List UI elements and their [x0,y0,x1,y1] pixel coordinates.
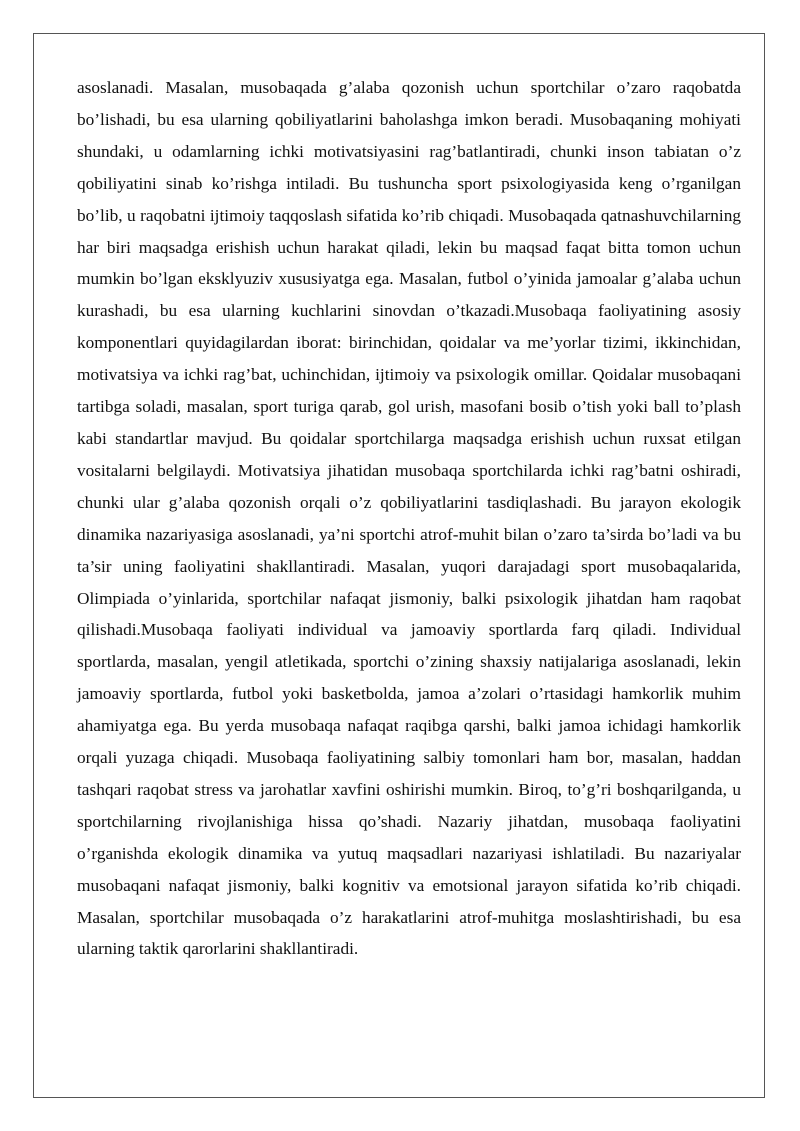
body-paragraph: asoslanadi. Masalan, musobaqada g’alaba qozonish uchun sportchilar o’zaro raqobatda bo’lishadi, bu esa ularning qobiliyatlarini baholashga imkon beradi. Musobaqaning mohiyati shundaki, u odamlarning ichki motivatsiyasini rag’batlantiradi, chunki inson tabiatan o’z qobiliyatini sinab ko’rishga intiladi. Bu tushuncha sport psixologiyasida keng o’rganilgan bo’lib, u raqobatni ijtimoiy taqqoslash sifatida ko’rib chiqadi. Musobaqada qatnashuvchilarning har biri maqsadga erishish uchun harakat qiladi, lekin bu maqsad faqat bitta tomon uchun mumkin bo’lgan eksklyuziv xususiyatga ega. Masalan, futbol o’yinida jamoalar g’alaba uchun kurashadi, bu esa ularning kuchlarini sinovdan o’tkazadi.Musobaqa faoliyatining asosiy komponentlari quyidagilardan iborat: birinchidan, qoidalar va me’yorlar tizimi, ikkinchidan, motivatsiya va ichki rag’bat, uchinchidan, ijtimoiy va psixologik omillar. Qoidalar musobaqani tartibga soladi, masalan, sport turiga qarab, gol urish, masofani bosib o’tish yoki ball to’plash kabi standartlar mavjud. Bu qoidalar sportchilarga maqsadga erishish uchun ruxsat etilgan vositalarni belgilaydi. Motivatsiya jihatidan musobaqa sportchilarda ichki rag’batni oshiradi, chunki ular g’alaba qozonish orqali o’z qobiliyatlarini tasdiqlashadi. Bu jarayon ekologik dinamika nazariyasiga asoslanadi, ya’ni sportchi atrof-muhit bilan o’zaro ta’sirda bo’ladi va bu ta’sir uning faoliyatini shakllantiradi. Masalan, yuqori darajadagi sport musobaqalarida, Olimpiada o’yinlarida, sportchilar nafaqat jismoniy, balki psixologik jihatdan ham raqobat qilishadi.Musobaqa faoliyati individual va jamoaviy sportlarda farq qiladi. Individual sportlarda, masalan, yengil atletikada, sportchi o’zining shaxsiy natijalariga asoslanadi, lekin jamoaviy sportlarda, futbol yoki basketbolda, jamoa a’zolari o’rtasidagi hamkorlik muhim ahamiyatga ega. Bu yerda musobaqa nafaqat raqibga qarshi, balki jamoa ichidagi hamkorlik orqali yuzaga chiqadi. Musobaqa faoliyatining salbiy tomonlari ham bor, masalan, haddan tashqari raqobat stress va jarohatlar xavfini oshirishi mumkin. Biroq, to’g’ri boshqarilganda, u sportchilarning rivojlanishiga hissa qo’shadi. Nazariy jihatdan, musobaqa faoliyatini o’rganishda ekologik dinamika va yutuq maqsadlari nazariyasi ishlatiladi. Bu nazariyalar musobaqani nafaqat jismoniy, balki kognitiv va emotsional jarayon sifatida ko’rib chiqadi. Masalan, sportchilar musobaqada o’z harakatlarini atrof-muhitga moslashtirishadi, bu esa ularning taktik qarorlarini shakllantiradi. [77,78,741,959]
